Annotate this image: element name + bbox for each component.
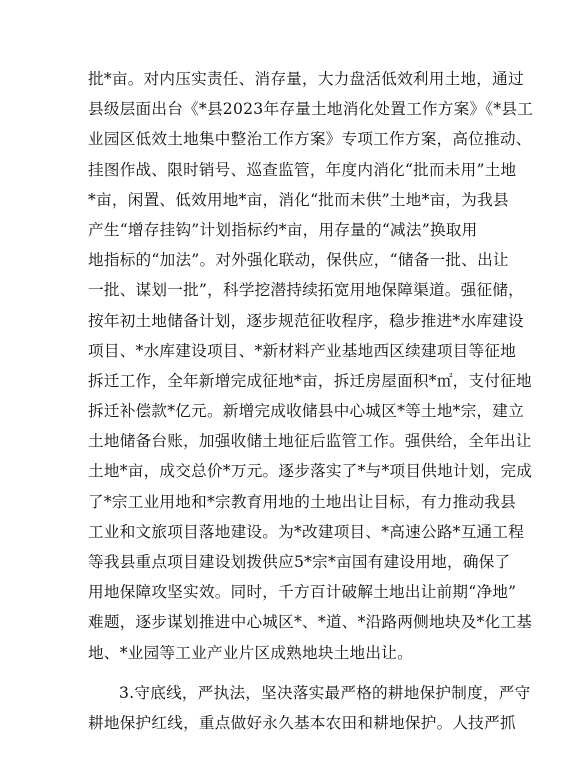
text-line: 了*宗工业用地和*宗教育用地的土地出让目标，有力推动我县: [88, 492, 517, 511]
text-line: 用地保障攻坚实效。同时，千方百计破解土地出让前期“净地”: [88, 583, 517, 602]
text-line: 等我县重点项目建设划拨供应5*宗*亩国有建设用地，确保了: [88, 553, 511, 571]
text-line: 项目、*水库建设项目、*新材料产业基地西区续建项目等征地: [88, 341, 517, 360]
text-line: 土地*亩，成交总价*万元。逐步落实了*与*项目供地计划，完成: [88, 462, 533, 481]
text-line: *亩，闲置、低效用地*亩，消化“批而未供”土地*亩，为我县: [88, 190, 509, 209]
text-line: 工业和文旅项目落地建设。为*改建项目、*高速公路*互通工程: [88, 522, 525, 541]
text-line: 按年初土地储备计划，逐步规范征收程序，稳步推进*水库建设: [88, 311, 524, 330]
text-line: 耕地保护红线，重点做好永久基本农田和耕地保护。人技严抓: [88, 713, 516, 732]
paragraph-gap: [88, 668, 508, 678]
text-line: 挂图作战、限时销号、巡查监管，年度内消化“批而未用”土地: [88, 160, 517, 179]
paragraph-farmland-protection: [88, 678, 531, 738]
text-line: 土地储备台账，加强收储土地征后监管工作。强供给，全年出让: [88, 432, 532, 451]
text-line: 业园区低效土地集中整治工作方案》专项工作方案，高位推动、: [88, 130, 532, 149]
text-line: 3.守底线，严执法，坚决落实最严格的耕地保护制度，严守: [119, 683, 531, 702]
body-text: [88, 64, 534, 738]
text-line: 难题，逐步谋划推进中心城区*、*道、*沿路两侧地块及*化工基: [88, 613, 533, 632]
text-line: 一批、谋划一批”，科学挖潜持续拓宽用地保障渠道。强征储，: [88, 281, 525, 300]
text-line: 县级层面出台《*县2023年存量土地消化处置工作方案》《*县工: [88, 100, 534, 119]
text-line: 批*亩。对内压实责任、消存量，大力盘活低效利用土地，通过: [88, 70, 524, 88]
text-line: 拆迁补偿款*亿元。新增完成收储县中心城区*等土地*宗，建立: [88, 402, 525, 421]
paragraph-land-utilization: [88, 64, 534, 668]
text-line: 地指标的“加法”。对外强化联动，保供应，“储备一批、出让: [88, 251, 509, 270]
text-line: 产生“增存挂钩”计划指标约*亩，用存量的“减法”换取用: [88, 220, 478, 239]
text-line: 地、*业园等工业产业片区成熟地块土地出让。: [88, 643, 413, 662]
text-line: 拆迁工作，全年新增完成征地*亩，拆迁房屋面积*㎡，支付征地: [88, 371, 532, 390]
